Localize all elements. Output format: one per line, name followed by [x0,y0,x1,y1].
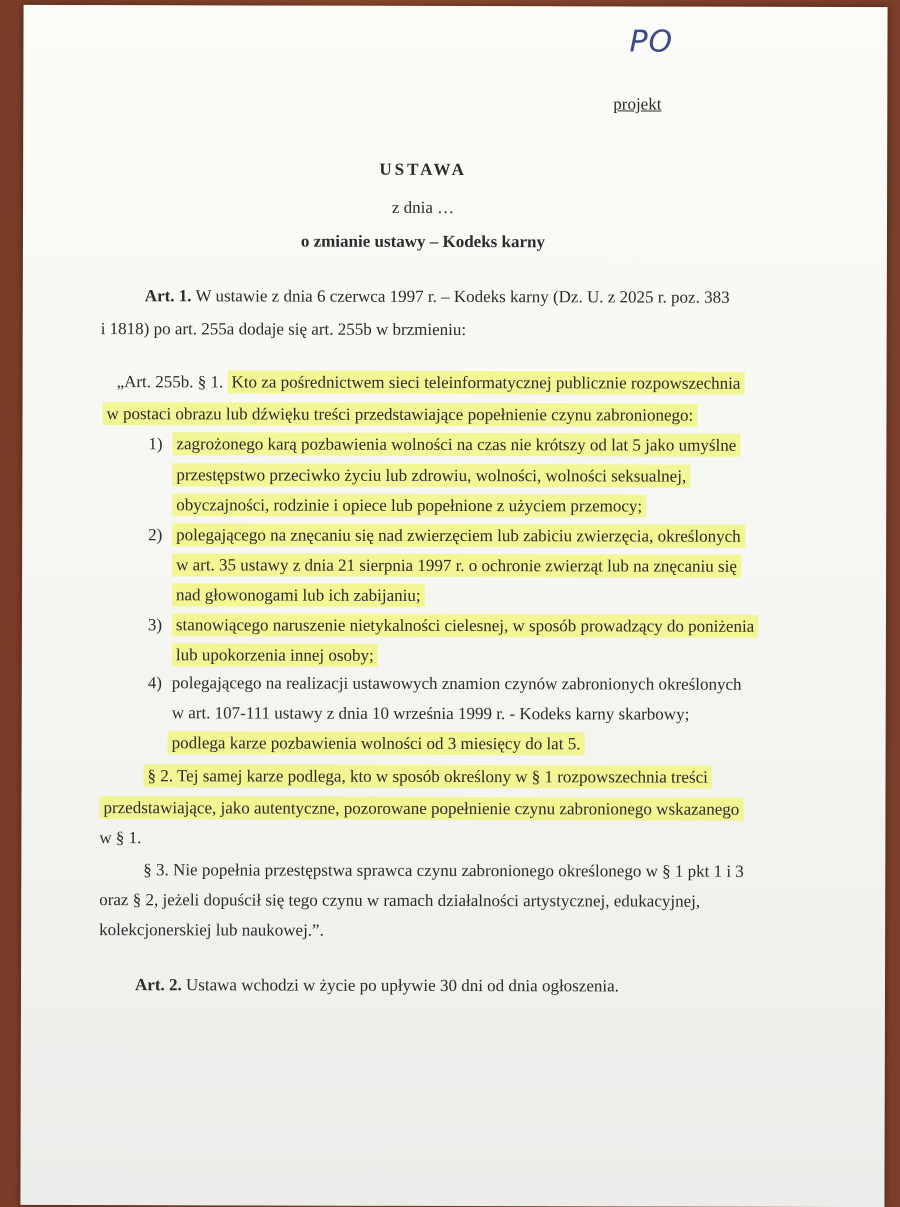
par2-line3: w § 1. [99,828,142,848]
par3-line1: § 3. Nie popełnia przestępstwa sprawca czynu zabronionego określonego w § 1 pkt 1 i 3 [143,860,744,881]
art2-label: Art. 2. [134,975,182,995]
item-3-number: 3) [147,615,163,635]
item-2-line2-wrap [172,554,741,577]
art2-text: Ustawa wchodzi w życie po upływie 30 dni od dnia ogłoszenia. [185,975,619,996]
par3-line2: oraz § 2, jeżeli dopuścił się tego czynu w ramach działalności artystycznej, edukacyjnej, [99,890,701,911]
date-line: z dnia … [391,197,455,217]
art255b-par1-text-1: Kto za pośrednictwem sieci teleinformatycznej publicznie rozpowszechnia [228,370,745,394]
item-1-line3: obyczajności, rodzinie i opiece lub popełnione z użyciem przemocy; [172,493,646,517]
art2-line [135,974,619,997]
document-title: USTAWA [379,159,467,180]
item-1-line2-wrap [172,464,690,487]
par3-line3: kolekcjonerskiej lub naukowej.”. [99,920,324,940]
par2-line2-wrap [99,797,743,821]
item-3-line1: stanowiącego naruszenie nietykalności cielesnej, w sposób prowadzący do poniżenia [172,613,758,638]
par2-line2: przedstawiające, jako autentyczne, pozorowane popełnienie czynu zabronionego wskazanego [99,796,743,821]
art255b-par1-line1 [117,371,745,395]
item-3-line2-wrap [172,644,378,667]
item-1-line1: zagrożonego karą pozbawienia wolności na czas nie krótszy od lat 5 jako umyślne [172,432,740,456]
item-1-line2: przestępstwo przeciwko życiu lub zdrowiu, wolności, wolności seksualnej, [172,463,690,487]
par2-line1: § 2. Tej samej karze podlega, kto w sposób określony w § 1 rozpowszechnia treści [144,764,712,788]
art1-text-1: W ustawie z dnia 6 czerwca 1997 r. – Kodeks karny (Dz. U. z 2025 r. poz. 383 [195,286,730,307]
document-page [20,5,887,1207]
item-3-line2: lub upokorzenia innej osoby; [172,643,378,667]
art1-line2: i 1818) po art. 255a dodaje się art. 255b w brzmieniu: [100,319,467,340]
art255b-par1-line2-wrap [102,403,697,427]
item-2-number: 2) [148,525,163,545]
item-3-line1-wrap [172,614,758,638]
art1-label: Art. 1. [144,286,192,306]
par2-line1-wrap [144,765,712,788]
item-4-line1: polegającego na realizacji ustawowych znamion czynów zabronionych określonych [171,673,742,694]
item-1-line1-wrap [172,433,740,456]
art1-line1 [145,285,730,309]
item-2-line1: polegającego na znęcaniu się nad zwierzęciem lub zabiciu zwierzęcia, określonych [172,523,745,547]
penalty-text: podlega karze pozbawienia wolności od 3 miesięcy do lat 5. [168,731,585,755]
item-1-line3-wrap [172,494,646,517]
item-2-line3-wrap [172,584,425,607]
penalty-wrap [168,732,585,755]
item-4-line2: w art. 107-111 ustawy z dnia 10 września 1999 r. - Kodeks karny skarbowy; [171,703,690,724]
item-2-line3: nad głowonogami lub ich zabijaniu; [172,583,425,607]
handwritten-mark: PO [629,24,674,60]
art255b-par1-text-2: w postaci obrazu lub dźwięku treści przedstawiające popełnienie czynu zabronionego: [102,402,697,427]
draft-label: projekt [613,94,662,114]
item-1-number: 1) [148,434,163,454]
document-subject: o zmianie ustawy – Kodeks karny [300,231,546,252]
item-2-line2: w art. 35 ustawy z dnia 21 sierpnia 1997 r. o ochronie zwierząt lub na znęcaniu się [172,553,741,577]
item-4-number: 4) [147,673,162,693]
art255b-prefix: „Art. 255b. § 1. [116,372,224,392]
item-2-line1-wrap [172,524,745,547]
